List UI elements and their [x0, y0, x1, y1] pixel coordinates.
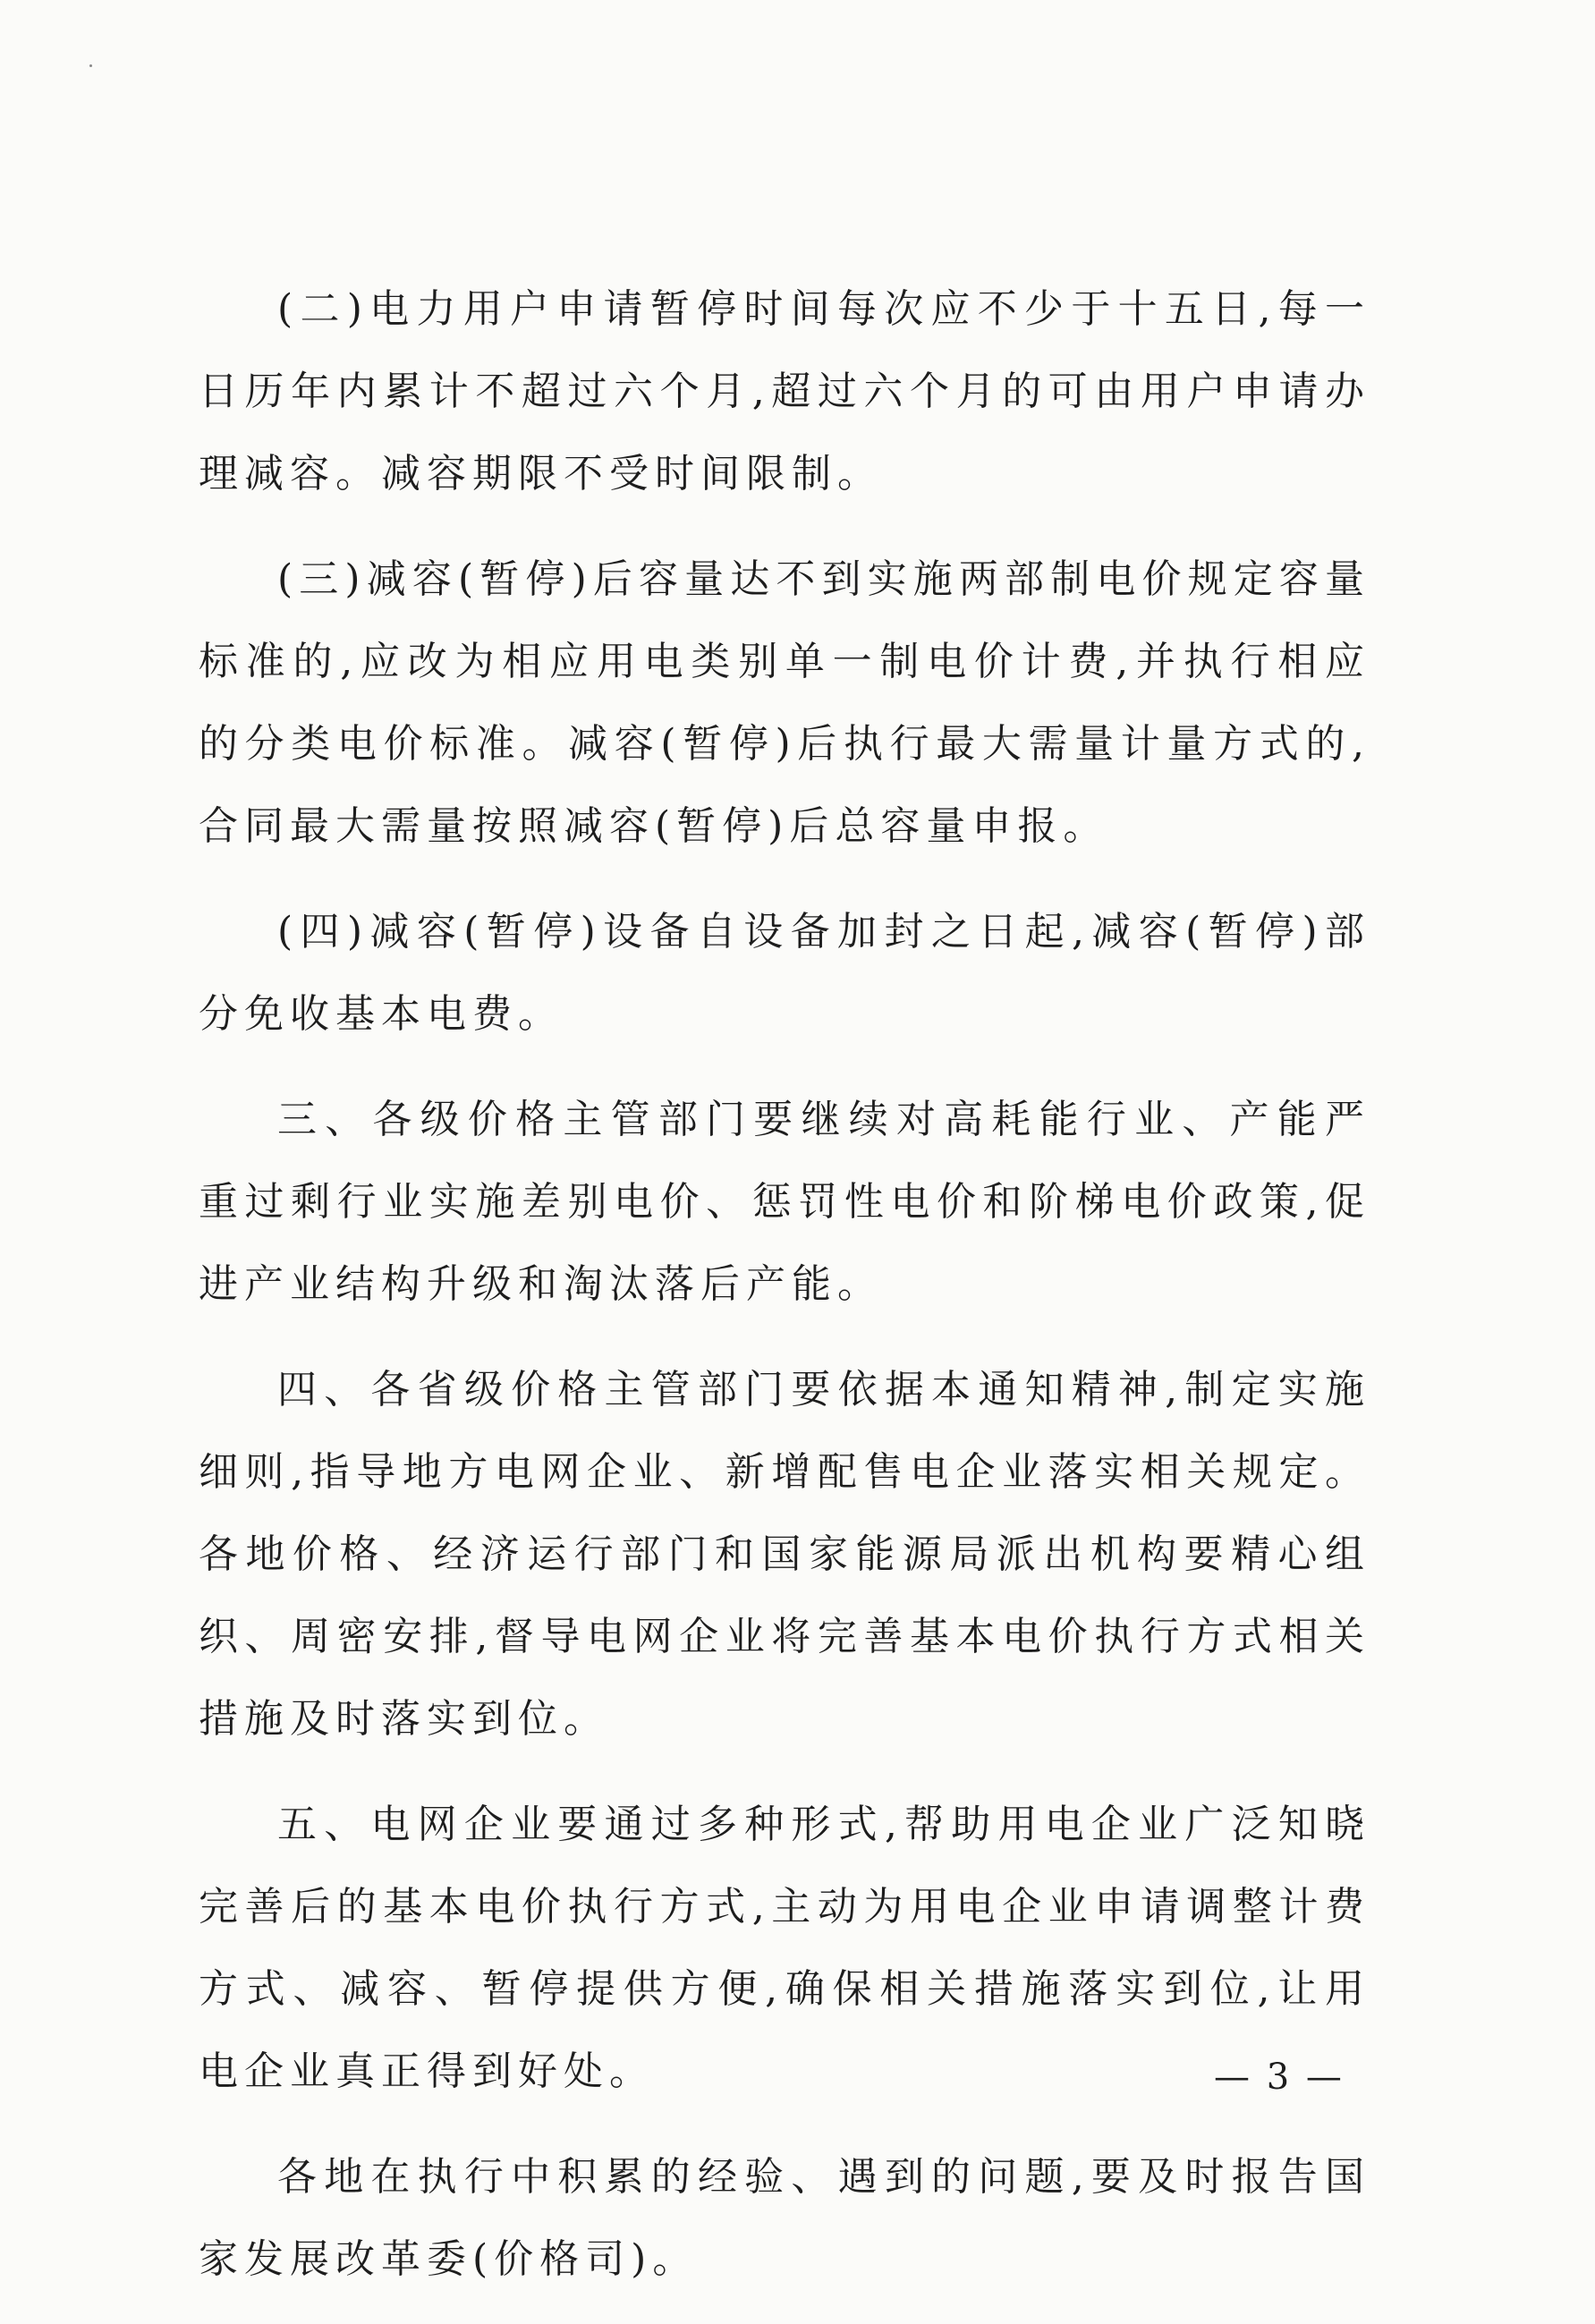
scan-speck: [89, 64, 92, 67]
paragraph-differential-pricing: 三、各级价格主管部门要继续对高耗能行业、产能严重过剩行业实施差别电价、惩罚性电价和阶梯电价政策,促进产业结构升级和淘汰落后产能。: [199, 1097, 1370, 1307]
paragraph-temporary-suspension-duration: (二)电力用户申请暂停时间每次应不少于十五日,每一日历年内累计不超过六个月,超过六个月的可由用户申请办理减容。减容期限不受时间限制。: [199, 286, 1370, 496]
paragraph-reporting: 各地在执行中积累的经验、遇到的问题,要及时报告国家发展改革委(价格司)。: [199, 2154, 1370, 2282]
paragraph-provincial-implementation: 四、各省级价格主管部门要依据本通知精神,制定实施细则,指导地方电网企业、新增配售电企业落实相关规定。各地价格、经济运行部门和国家能源局派出机构要精心组织、周密安排,督导电网企业将完善基本电价执行方式相关措施及时落实到位。: [199, 1367, 1370, 1742]
paragraph-capacity-standard: (三)减容(暂停)后容量达不到实施两部制电价规定容量标准的,应改为相应用电类别单一制电价计费,并执行相应的分类电价标准。减容(暂停)后执行最大需量计量方式的,合同最大需量按照减容(暂停)后总容量申报。: [199, 556, 1370, 849]
page-number: — 3 —: [1214, 2057, 1345, 2098]
document-body: [199, 268, 1370, 2324]
paragraph-basic-fee-exemption: (四)减容(暂停)设备自设备加封之日起,减容(暂停)部分免收基本电费。: [199, 909, 1370, 1037]
paragraph-grid-enterprise-duties: 五、电网企业要通过多种形式,帮助用电企业广泛知晓完善后的基本电价执行方式,主动为用电企业申请调整计费方式、减容、暂停提供方便,确保相关措施落实到位,让用电企业真正得到好处。: [199, 1802, 1370, 2094]
